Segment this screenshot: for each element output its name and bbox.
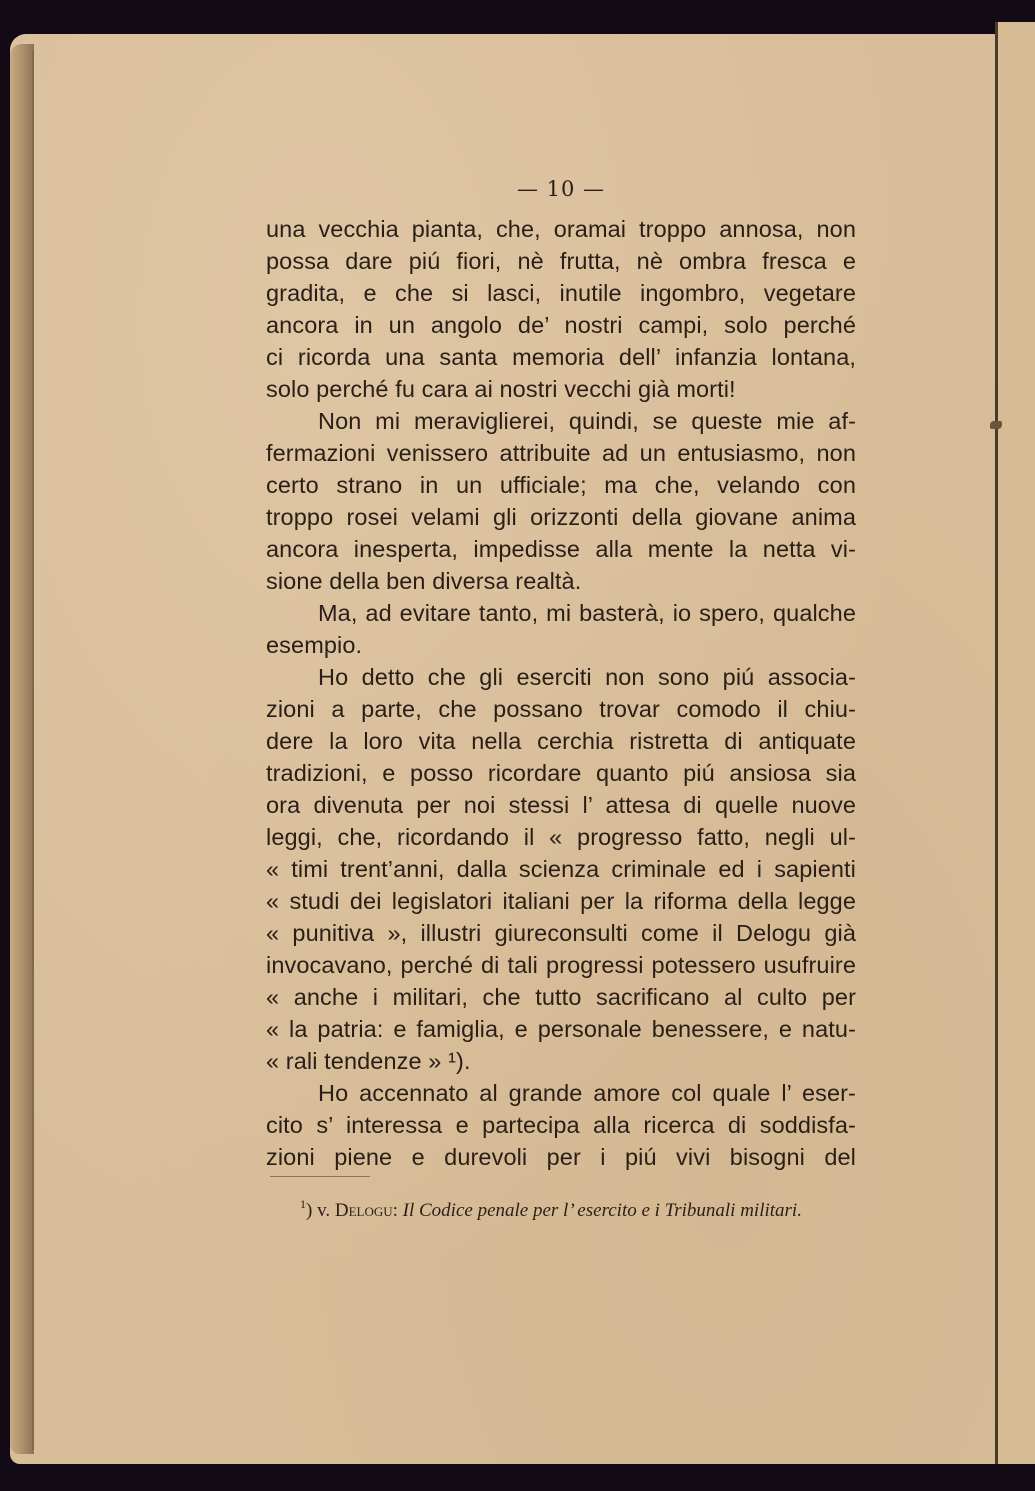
text-line: ora divenuta per noi stessi l’ attesa di quelle nuove [266,792,856,818]
text-line: solo perché fu cara ai nostri vecchi già morti! [266,376,736,402]
text-line: ancora inesperta, impedisse alla mente la netta vi- [266,536,856,562]
gutter-line [32,50,34,1450]
text-line: « rali tendenze » ¹). [266,1048,471,1074]
text-line: ancora in un angolo de’ nostri campi, solo perché [266,312,856,338]
paper-fragment [990,421,1002,429]
text-line: gradita, e che si lasci, inutile ingombro, vegetare [266,280,856,306]
text-line: « la patria: e famiglia, e personale benessere, e natu- [266,1016,856,1042]
text-line: cito s’ interessa e partecipa alla ricerca di soddisfa- [266,1112,856,1138]
footnote-prefix: ) v. [306,1200,335,1221]
body-text [266,213,856,1173]
footnote-author: Delogu [334,1200,393,1221]
text-line: sione della ben diversa realtà. [266,568,582,594]
text-line: zioni a parte, che possano trovar comodo il chiu- [266,696,856,722]
text-line: « punitiva », illustri giureconsulti come il Delogu già [266,920,856,946]
text-line: Non mi meraviglierei, quindi, se queste mie af- [318,408,856,434]
text-block [266,175,856,1173]
footnote [300,1197,860,1222]
page-divider-line [995,22,998,1464]
text-line: possa dare piú fiori, nè frutta, nè ombra fresca e [266,248,856,274]
text-line: una vecchia pianta, che, oramai troppo annosa, non [266,216,856,242]
text-line: zioni piene e durevoli per i piú vivi bisogni del [266,1144,856,1170]
footnote-title: Il Codice penale per l’ esercito e i Tribunali militari. [402,1200,802,1221]
text-line: Ho accennato al grande amore col quale l’ eser- [318,1080,856,1106]
footnote-marker: 1 [300,1197,306,1211]
text-line: leggi, che, ricordando il « progresso fatto, negli ul- [266,824,856,850]
text-line: « anche i militari, che tutto sacrificano al culto per [266,984,856,1010]
text-line: Ho detto che gli eserciti non sono piú associa- [318,664,856,690]
text-line: ci ricorda una santa memoria dell’ infanzia lontana, [266,344,856,370]
page-number: — 10 — [516,177,606,201]
footnote-separator: : [392,1200,403,1221]
text-line: invocavano, perché di tali progressi potessero usufruire [266,952,856,978]
text-line: troppo rosei velami gli orizzonti della giovane anima [266,504,856,530]
text-line: « timi trent’anni, dalla scienza criminale ed i sapienti [266,856,856,882]
text-line: esempio. [266,632,363,658]
footnote-rule [270,1176,370,1177]
text-line: « studi dei legislatori italiani per la riforma della legge [266,888,856,914]
text-line: certo strano in un ufficiale; ma che, velando con [266,472,856,498]
book-spine-edge [10,44,34,1454]
next-page-edge [998,22,1035,1462]
text-line: fermazioni venissero attribuite ad un entusiasmo, non [266,440,856,466]
text-line: tradizioni, e posso ricordare quanto piú ansiosa sia [266,760,856,786]
text-line: dere la loro vita nella cerchia ristretta di antiquate [266,728,856,754]
text-line: Ma, ad evitare tanto, mi basterà, io spero, qualche [318,600,856,626]
